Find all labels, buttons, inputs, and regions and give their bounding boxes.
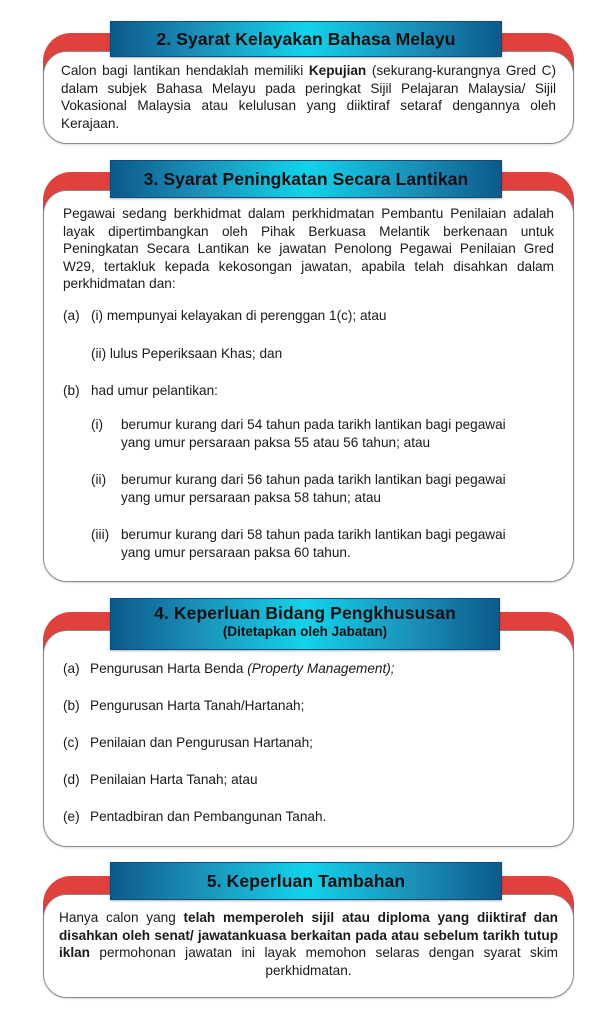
item-num: (i): [91, 417, 104, 432]
section-header: [110, 21, 502, 57]
section-bahasa-melayu: [43, 29, 574, 144]
item-line: yang umur persaraan paksa 60 tahun.: [121, 545, 351, 560]
item-text: had umur pelantikan:: [91, 383, 218, 398]
item-text: Pentadbiran dan Pembangunan Tanah.: [90, 809, 327, 824]
item-line: yang umur persaraan paksa 58 tahun; atau: [121, 490, 381, 505]
item-text: Penilaian dan Pengurusan Hartanah;: [90, 735, 313, 750]
item-label: (a): [63, 308, 80, 323]
item-line: berumur kurang dari 58 tahun pada tarikh lantikan bagi pegawai: [121, 527, 506, 542]
section-peningkatan: [43, 169, 574, 582]
body-bold: Kepujian: [308, 63, 367, 78]
item-text: Pengurusan Harta Tanah/Hartanah;: [90, 698, 305, 713]
item-text-italic: (Property Management);: [247, 661, 395, 676]
item-line: yang umur persaraan paksa 55 atau 56 tahun; atau: [121, 435, 431, 450]
section-body: [59, 909, 558, 979]
section-subtitle: (Ditetapkan oleh Jabatan): [222, 624, 388, 639]
body-text: Calon bagi lantikan hendaklah memiliki: [61, 63, 309, 78]
section-title: 3. Syarat Peningkatan Secara Lantikan: [143, 169, 469, 189]
body-text: Hanya calon yang: [59, 910, 184, 925]
section-intro: Pegawai sedang berkhidmat dalam perkhidmatan Pembantu Penilaian adalah layak dipertimbangkan oleh Pihak Berkuasa Melantik berkenaan untuk Peningkatan Secara Lantikan ke jawatan Penolong Pegawai Penilaian Gred W29, tertakluk kepada kekosongan jawatan, apabila telah disahkan dalam perkhidmatan dan:: [63, 206, 554, 291]
item-text: Penilaian Harta Tanah; atau: [90, 772, 258, 787]
section-title: 4. Keperluan Bidang Pengkhususan: [154, 603, 456, 623]
section-pengkhususan: [43, 603, 574, 847]
item-line: berumur kurang dari 56 tahun pada tarikh lantikan bagi pegawai: [121, 472, 506, 487]
item-text: (i) mempunyai kelayakan di perenggan 1(c); atau: [91, 308, 387, 323]
item-label: (c): [63, 735, 79, 750]
item-line: berumur kurang dari 54 tahun pada tarikh lantikan bagi pegawai: [121, 417, 506, 432]
item-label: (d): [63, 772, 80, 787]
item-num: (ii): [91, 472, 107, 487]
section-header: [110, 160, 502, 198]
section-header: [110, 862, 502, 900]
body-text: permohonan jawatan ini layak memohon selaras dengan syarat skim perkhidmatan.: [89, 945, 558, 978]
section-title: 5. Keperluan Tambahan: [206, 871, 406, 891]
item-text: [90, 660, 395, 678]
item-label: (b): [63, 698, 80, 713]
section-header: [110, 598, 500, 650]
section-tambahan: [43, 871, 574, 998]
item-a-ii: [91, 345, 551, 363]
item-text-plain: Pengurusan Harta Benda: [90, 661, 248, 676]
section-body: [61, 62, 556, 132]
item-text: (ii) lulus Peperiksaan Khas; dan: [91, 346, 283, 361]
item-num: (iii): [91, 527, 110, 542]
item-label: (b): [63, 383, 80, 398]
body-text: (sekurang-kurangnya Gred C) dalam subjek Bahasa Melayu pada peringkat Sijil Pelajaran Malaysia/ Sijil Vokasional Malaysia atau kelulusan yang diiktiraf setaraf dengannya oleh Kerajaan.: [61, 63, 557, 131]
item-label: (e): [63, 809, 80, 824]
body-bold: telah memperoleh sijil atau diploma yang diiktiraf dan disahkan oleh senat/ jawatankuasa berkaitan pada atau sebelum tarikh tutup iklan: [59, 910, 558, 960]
item-label: (a): [63, 661, 80, 676]
section-title: 2. Syarat Kelayakan Bahasa Melayu: [156, 29, 456, 49]
